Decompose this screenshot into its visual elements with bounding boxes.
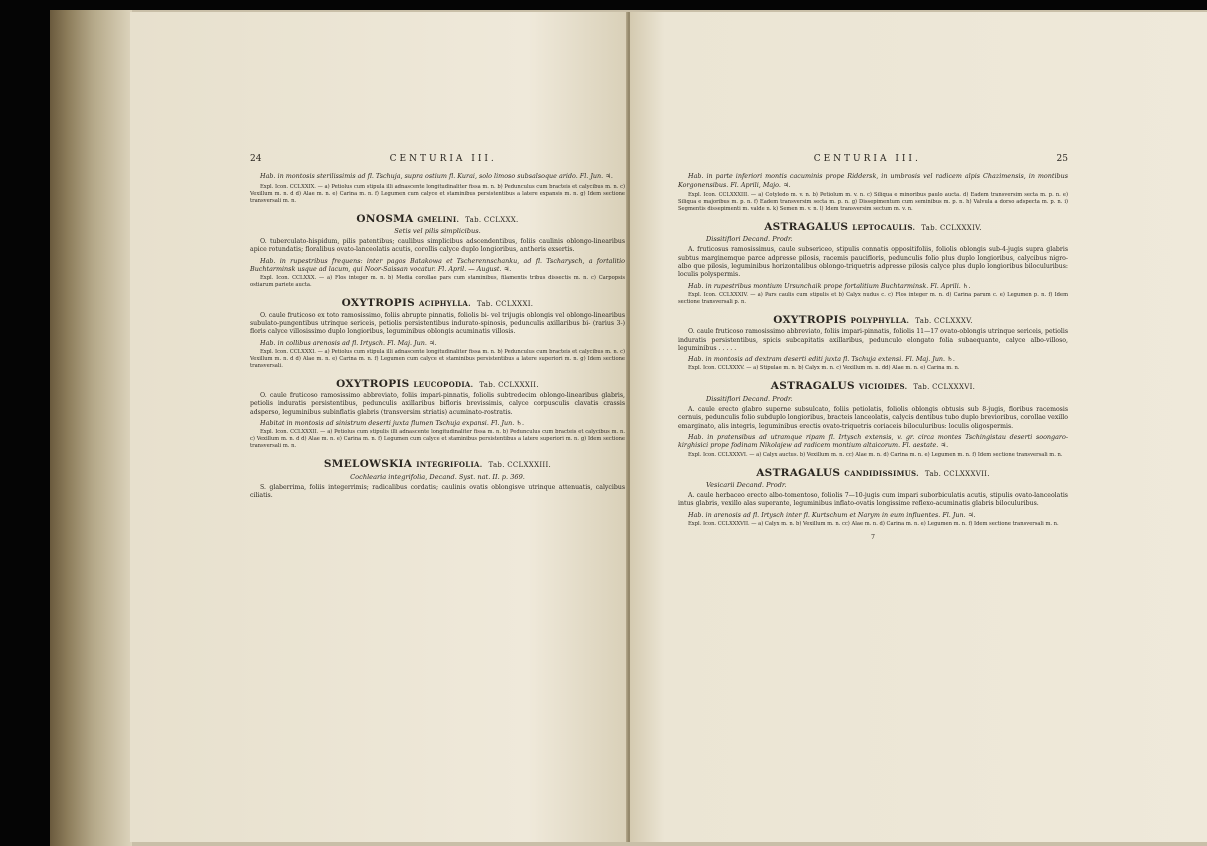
diagnosis: O. caule fruticoso ramosissimo abbreviato, foliis impari-pinnatis, foliolis subtredecim oblongo-linearibus glabris, petiolis induratis persistentibus, pedunculis axillaribus bifloris brevissimis, calyce corpusculis clavatis crassis adsperso, leguminibus subinflatis glabris (transversim striatis) acuminato-rostratis. xyxy=(250,392,625,416)
synonym: Cochlearia integrifolia, Decand. Syst. nat. II. p. 369. xyxy=(350,472,525,481)
habitat: Hab. in arenosis ad fl. Irtysch inter fl. Kurtschum et Narym in eum influentes. Fl. Jun. ♃. xyxy=(688,510,976,519)
plate-number: Tab. CCLXXXII. xyxy=(479,380,539,389)
right-page-content xyxy=(678,155,1068,542)
plate-number: Tab. CCLXXXIV. xyxy=(921,223,982,232)
species-epithet: POLYPHYLLA. xyxy=(850,315,910,325)
genus-name: ASTRAGALUS xyxy=(770,380,855,393)
diagnosis: A. caule herbaceo erecto albo-tomentoso, foliolis 7—10-jugis cum impari suborbiculatis acutis, stipulis ovato-lanceolatis intus glabris, vexillo alas superante, leguminibus inflato-ovatis longissime reflexo-acuminatis glabris biloculuribus. xyxy=(678,492,1068,508)
habitat: Hab. in rupestribus montium Ursunchaik prope fortalitium Buchtarminsk. Fl. Aprili. ♄. xyxy=(688,281,971,290)
diagnosis: O. tuberculato-hispidum, pilis patentibus; caulibus simplicibus adscendentibus, foliis caulinis oblongo-linearibus apice rotundatis; floralibus ovato-lanceolatis acutis, corollis calyce duplo longioribus, antheris exsertis. xyxy=(250,238,625,254)
habitat: Hab. in montosis ad dextram deserti editi juxta fl. Tschuja extensi. Fl. Maj. Jun. ♄. xyxy=(688,355,955,364)
species-epithet: INTEGRIFOLIA. xyxy=(416,460,483,470)
left-running-title: CENTURIA III. xyxy=(389,154,497,164)
plate-number: Tab. CCLXXX. xyxy=(465,215,519,224)
habitat: Hab. in collibus arenosis ad fl. Irtysch. Fl. Maj. Jun. ♃. xyxy=(260,338,437,347)
left-intro-habitat: Hab. in montosis sterilissimis ad fl. Tschuja, supra ostium fl. Kurai, solo limoso subsalsoque arido. Fl. Jun. ♃. xyxy=(260,172,613,181)
synonym: Dissitiflori Decand. Prodr. xyxy=(706,235,793,244)
right-running-head xyxy=(678,155,1068,163)
left-running-head xyxy=(250,155,625,163)
right-page-number: 25 xyxy=(1056,154,1068,164)
diagnosis: A. fruticosus ramosissimus, caule subsericeo, stipulis connatis oppositifoliis, foliolis oblongis sub-4-jugis supra glabris subtus marginemque parce adpresse pilosis, racemis paucifloris, pedunculis folio plus duplo longioribus, calycibus nigro-albo que pilosis, leguminibus horizontalibus oblongo-triquetris adpresse pilosis calyce plus duplo longioribus biloculuribus: loculis polyspermis. xyxy=(678,246,1068,279)
species-epithet: ACIPHYLLA. xyxy=(419,299,471,309)
synonym: Setis vel pilis simplicibus. xyxy=(394,226,481,235)
plate-explanation: Expl. Icon. CCLXXXV. — a) Stipulae m. n. b) Calyx m. n. c) Vexillum m. n. dd) Alae m. n. e) Carina m. n. xyxy=(688,365,960,372)
species-title xyxy=(250,460,625,469)
right-intro-explanation: Expl. Icon. CCLXXXIII. — a) Cotyledo m. v. n. b) Petiolum m. v. n. c) Siliqua e minoribus paulo aucta. d) Eadem transversim secta m. p. n. e) Siliqua e majoribus m. p. n. f) Eadem transversim secta m. p. n. g) Dissepimentum cum seminibus m. p. n. h) Valvula a dorso adspecta m. p. n. i) Segmentis dissepimenti m. valde n. k) Semen m. v. n. l) Idem transversim sectum m. v. n. xyxy=(678,191,1068,212)
left-entries xyxy=(250,212,625,501)
genus-name: OXYTROPIS xyxy=(336,377,410,390)
species-epithet: GMELINI. xyxy=(417,214,460,224)
plate-explanation: Expl. Icon. CCLXXXII. — a) Petiolus cum stipulis illi adnascente longitudinaliter fissa m. n. b) Pedunculus cum bracteis et calycibus m. n. c) Vexillum m. n. d d) Alae m. n. e) Carina m. n. f) Legumen cum calyce et staminibus persistentibus a latere superiori m. n. g) Idem sectione transversali m. n. xyxy=(250,429,625,450)
diagnosis: O. caule fruticoso ramosissimo abbreviato, foliis impari-pinnatis, foliolis 11—17 ovato-oblongis utrinque sericeis, petiolis induratis persistentibus, spicis subcapitatis axillaribus, pedunculo elongato folia subaequante, calyce albo-villoso, leguminibus . . . . . xyxy=(678,328,1068,352)
habitat: Habitat in montosis ad sinistrum deserti juxta flumen Tschuja expansi. Fl. Jun. ♄. xyxy=(260,419,525,428)
left-page-number: 24 xyxy=(250,154,262,164)
synonym: Dissitiflori Decand. Prodr. xyxy=(706,394,793,403)
page-edges xyxy=(50,10,132,846)
plate-explanation: Expl. Icon. CCLXXX. — a) Flos integer m. n. b) Media corollae pars cum staminibus, filamentis tribus dissectis m. n. c) Carpopsis ostiarum pariete aucta. xyxy=(250,275,625,289)
species-epithet: VICIOIDES. xyxy=(858,382,908,392)
species-title xyxy=(250,299,625,308)
habitat: Hab. in rupestribus frequens: inter pagos Batakowa et Tscherennschanku, ad fl. Tscharysch, a fortalitio Buchtarminsk usque ad lacum, qui Noor-Saissan vocatur. Fl. April. — August. ♃. xyxy=(250,256,625,274)
genus-name: ASTRAGALUS xyxy=(756,466,841,479)
plate-explanation: Expl. Icon. CCLXXXIV. — a) Pars caulis cum stipulis et b) Calyx nudus c. c) Flos integer m. n. d) Carina parum c. e) Legumen p. n. f) Idem sectione transversali p. n. xyxy=(678,291,1068,305)
species-title xyxy=(678,313,1068,326)
plate-number: Tab. CCLXXXVI. xyxy=(913,383,976,392)
genus-name: ASTRAGALUS xyxy=(764,220,849,233)
species-title xyxy=(250,377,625,390)
left-intro-explanation: Expl. Icon. CCLXXIX. — a) Petiolus cum stipula illi adnascente longitudinaliter fissa m. n. b) Pedunculus cum bracteis et calycibus m. n. c) Vexillum m. n. d d) Alae m. n. e) Carina m. n. f) Legumen cum calyce et staminibus persistentibus a latere expansis m. n. g) Idem sectione transversali m. n. xyxy=(250,183,625,204)
diagnosis: S. glaberrima, foliis integerrimis; radicalibus cordatis; caulinis ovatis oblongisve utrinque attenuatis, calycibus ciliatis. xyxy=(250,483,625,500)
diagnosis: O. caule fruticoso ex toto ramosissimo, foliis abrupte pinnatis, foliolis bi- vel trijugis oblongis vel oblongo-linearibus subulato-pungentibus utrinque sericeis, petiolis persistentibus indurato-spinosis, pedunculis axillaribus bi- (rarius 3-) floris calyce villosissimo duplo longioribus, leguminibus oblongis acuminatis villosis. xyxy=(250,311,625,336)
left-page-content xyxy=(250,155,625,501)
genus-name: SMELOWSKIA xyxy=(323,458,413,471)
plate-number: Tab. CCLXXXIII. xyxy=(488,461,552,470)
species-epithet: LEPTOCAULIS. xyxy=(852,222,916,232)
species-epithet: LEUCOPODIA. xyxy=(413,379,474,389)
habitat: Hab. in pratensibus ad utramque ripam fl. Irtysch extensis, v. gr. circa montes Tschingistau deserti soongaro-kirghisici prope fodinam Nikolajew ad radicem montium altaicorum. Fl. aestate. ♃. xyxy=(678,432,1068,450)
right-entries xyxy=(678,220,1068,528)
plate-number: Tab. CCLXXXV. xyxy=(915,316,973,325)
species-title xyxy=(678,466,1068,479)
plate-number: Tab. CCLXXXI. xyxy=(476,300,534,309)
species-title xyxy=(250,212,625,225)
right-intro-habitat: Hab. in parte inferiori montis cacuminis prope Riddersk, in umbrosis vel radicem alpis Chazimensis, in montibus Korgonensibus. Fl. Aprili, Majo. ♃. xyxy=(678,172,1068,189)
species-title xyxy=(678,220,1068,233)
plate-explanation: Expl. Icon. CCLXXXVII. — a) Calyx m. n. b) Vexillum m. n. cc) Alae m. n. d) Carina m. n. e) Legumen m. n. f) Idem sectione transversali m. n. xyxy=(688,521,1059,528)
genus-name: OXYTROPIS xyxy=(773,313,847,326)
left-page xyxy=(130,12,628,842)
right-running-title: CENTURIA III. xyxy=(813,154,921,164)
plate-number: Tab. CCLXXXVII. xyxy=(924,469,990,478)
right-page xyxy=(630,12,1207,842)
species-epithet: CANDIDISSIMUS. xyxy=(844,468,919,478)
plate-explanation: Expl. Icon. CCLXXXI. — a) Petiolus cum stipula illi adnascente longitudinaliter fissa m. n. b) Pedunculus cum bracteis et calycibus m. n. c) Vexillum m. n. d d) Alae m. n. e) Carina m. n. f) Legumen cum calyce et staminibus persistentibus a latere superiori m. n. g) Idem sectione transversali. xyxy=(250,348,625,369)
species-title xyxy=(678,382,1068,391)
signature-mark: 7 xyxy=(871,534,875,542)
genus-name: ONOSMA xyxy=(356,212,414,225)
plate-explanation: Expl. Icon. CCLXXXVI. — a) Calyx auctus. b) Vexillum m. n. cc) Alae m. n. d) Carina m. n. e) Legumen m. n. f) Idem sectione transversali m. n. xyxy=(688,451,1063,458)
synonym: Vesicarii Decand. Prodr. xyxy=(706,480,787,489)
genus-name: OXYTROPIS xyxy=(341,297,416,310)
diagnosis: A. caule erecto glabro superne subsulcato, foliis petiolatis, foliolis oblongis obtusis sub 8-jugis, floribus racemosis cernuis, pedunculis folio subduplo longioribus, bracteis lanceolatis, calycis dentibus tubo duplo brevioribus, corollae vexillo emarginato, alis integris, leguminibus erectis ovato-triquetris coriaceis biloculuribus: loculis oligospermis. xyxy=(678,406,1068,430)
